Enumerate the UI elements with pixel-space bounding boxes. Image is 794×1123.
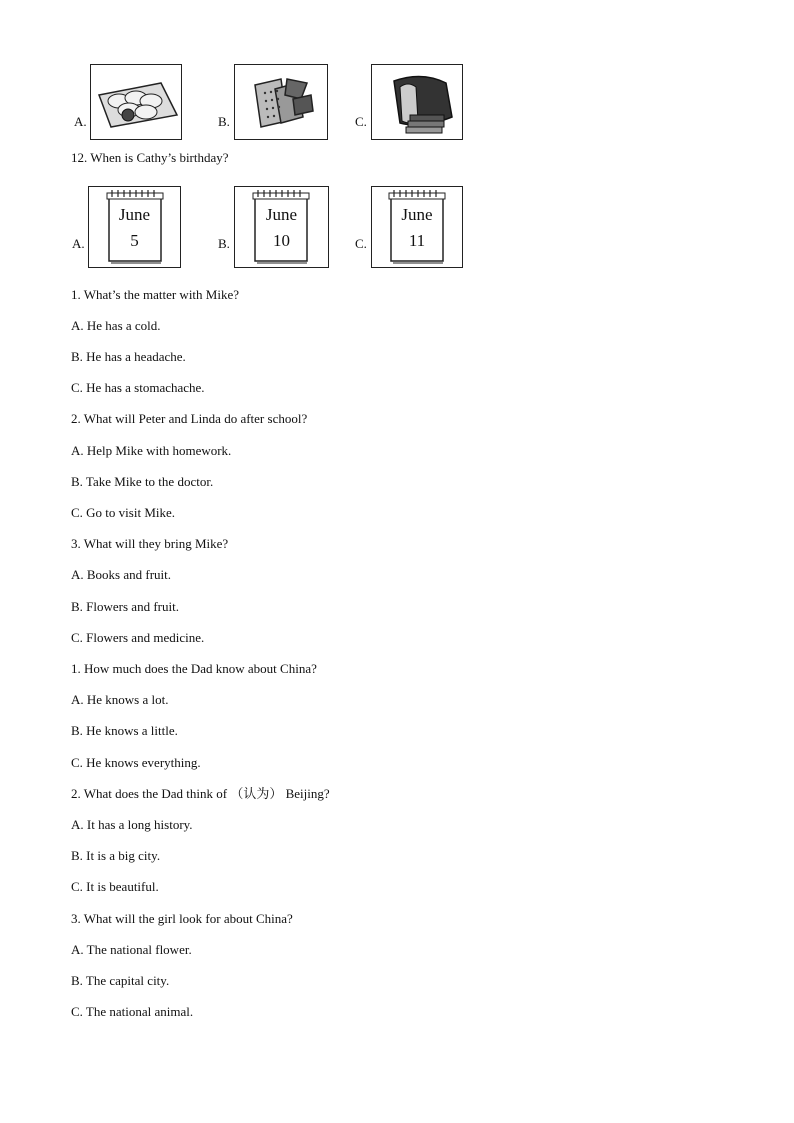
calendar-day: 10 xyxy=(273,231,290,250)
answer-option: C. It is beautiful. xyxy=(71,879,159,894)
question: 2. What will Peter and Linda do after school? xyxy=(71,411,308,426)
answer-option: C. The national animal. xyxy=(71,1004,194,1019)
option-letter-b: B. xyxy=(218,114,230,129)
question-12: 12. When is Cathy’s birthday? xyxy=(71,150,229,165)
option-letter-a: A. xyxy=(74,114,87,129)
calendar-month: June xyxy=(401,205,433,224)
question: 2. What does the Dad think of （认为） Beijing? xyxy=(71,786,330,801)
question: 1. How much does the Dad know about China? xyxy=(71,661,317,676)
answer-option: A. He knows a lot. xyxy=(71,692,169,707)
answer-option: A. Help Mike with homework. xyxy=(71,443,232,458)
answer-option: B. Flowers and fruit. xyxy=(71,599,179,614)
option-letter-b: B. xyxy=(218,236,230,251)
answer-option: C. Flowers and medicine. xyxy=(71,630,205,645)
answer-option: B. It is a big city. xyxy=(71,848,161,863)
answer-option: A. Books and fruit. xyxy=(71,567,172,582)
question: 3. What will they bring Mike? xyxy=(71,536,229,551)
option-letter-c: C. xyxy=(355,114,367,129)
answer-option: B. The capital city. xyxy=(71,973,170,988)
answer-option: C. He knows everything. xyxy=(71,755,201,770)
dumplings-icon xyxy=(90,64,182,140)
calendar-month: June xyxy=(118,205,151,224)
calendar-options-row xyxy=(0,186,794,268)
answer-option: A. It has a long history. xyxy=(71,817,193,832)
answer-option: A. He has a cold. xyxy=(71,318,161,333)
calendar-day: 5 xyxy=(130,231,139,250)
option-letter-a: A. xyxy=(72,236,85,251)
calendar-icon xyxy=(88,186,181,268)
question: 3. What will the girl look for about China? xyxy=(71,911,293,926)
answer-option: B. He knows a little. xyxy=(71,723,178,738)
food-options-row xyxy=(0,62,794,144)
bread-icon xyxy=(371,64,463,140)
calendar-day: 11 xyxy=(408,231,426,250)
answer-option: C. Go to visit Mike. xyxy=(71,505,176,520)
calendar-icon xyxy=(234,186,329,268)
answer-option: B. He has a headache. xyxy=(71,349,186,364)
answer-option: A. The national flower. xyxy=(71,942,192,957)
calendar-month: June xyxy=(265,205,298,224)
option-letter-c: C. xyxy=(355,236,367,251)
answer-option: C. He has a stomachache. xyxy=(71,380,205,395)
answer-option: B. Take Mike to the doctor. xyxy=(71,474,214,489)
crackers-icon xyxy=(234,64,328,140)
calendar-icon xyxy=(371,186,463,268)
question: 1. What’s the matter with Mike? xyxy=(71,287,239,302)
